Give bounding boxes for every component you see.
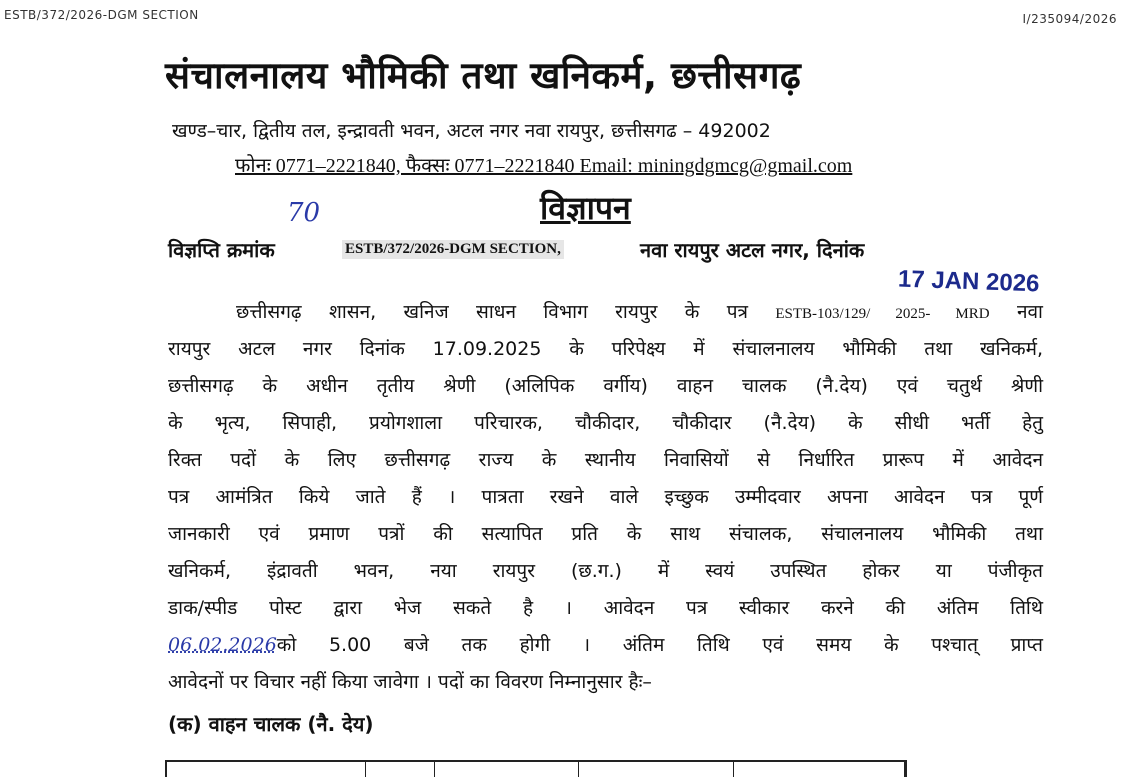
body-line: पत्र आमंत्रित किये जाते हैं । पात्रता रखने वाले इच्छुक उम्मीदवार अपना आवेदन पत्र पूर्ण — [168, 486, 1043, 508]
department-address: खण्ड–चार, द्वितीय तल, इन्द्रावती भवन, अटल नगर नवा रायपुर, छत्तीसगढ – 492002 — [172, 120, 771, 142]
body-line: आवेदनों पर विचार नहीं किया जावेगा । पदों का विवरण निम्नानुसार हैः– — [168, 671, 652, 693]
handwritten-last-date: 06.02.2026 — [168, 634, 277, 656]
body-line: डाक/स्पीड पोस्ट द्वारा भेज सकते है । आवेदन पत्र स्वीकार करने की अंतिम तिथि — [168, 597, 1043, 619]
contact-info: फोनः 0771–2221840, फैक्सः 0771–2221840 Email: miningdgmcg@gmail.com — [235, 155, 853, 177]
inward-number: I/235094/2026 — [1022, 12, 1117, 26]
body-line: खनिकर्म, इंद्रावती भवन, नया रायपुर (छ.ग.) में स्वयं उपस्थित होकर या पंजीकृत — [168, 560, 1043, 582]
section-subheading: (क) वाहन चालक (नै. देय) — [168, 712, 374, 736]
body-text: को 5.00 बजे तक होगी । अंतिम तिथि एवं समय के पश्चात् प्राप्त — [276, 634, 1043, 656]
file-reference: ESTB/372/2026-DGM SECTION — [4, 8, 199, 22]
department-title: संचालनालय भौमिकी तथा खनिकर्म, छत्तीसगढ़ — [165, 54, 802, 97]
body-line: रायपुर अटल नगर दिनांक 17.09.2025 के परिपेक्ष्य में संचालनालय भौमिकी तथा खनिकर्म, — [168, 338, 1043, 360]
body-line — [168, 633, 1043, 657]
body-line — [236, 300, 1043, 326]
notice-heading: विज्ञापन — [540, 189, 631, 227]
body-line: छत्तीसगढ़ के अधीन तृतीय श्रेणी (अलिपिक वर्गीय) वाहन चालक (नै.देय) एवं चतुर्थ श्रेणी — [168, 375, 1043, 397]
body-text: छत्तीसगढ़ शासन, खनिज साधन विभाग रायपुर के पत्र — [236, 301, 748, 323]
body-line: रिक्त पदों के लिए छत्तीसगढ़ राज्य के स्थानीय निवासियों से निर्धारित प्रारूप में आवेदन — [168, 449, 1043, 471]
place-date-label: नवा रायपुर अटल नगर, दिनांक — [640, 238, 865, 262]
notice-ref-number: ESTB/372/2026-DGM SECTION, — [342, 240, 564, 259]
letter-reference: ESTB-103/129/ 2025- MRD — [775, 306, 990, 322]
date-stamp: 17 JAN 2026 — [897, 265, 1040, 298]
posts-table — [165, 760, 907, 777]
body-text: नवा — [1016, 301, 1043, 323]
body-line: जानकारी एवं प्रमाण पत्रों की सत्यापित प्रति के साथ संचालक, संचालनालय भौमिकी तथा — [168, 523, 1043, 545]
handwritten-number: 70 — [287, 198, 321, 228]
body-line: के भृत्य, सिपाही, प्रयोगशाला परिचारक, चौकीदार, चौकीदार (नै.देय) के सीधी भर्ती हेतु — [168, 412, 1043, 434]
notice-ref-label: विज्ञप्ति क्रमांक — [168, 238, 275, 262]
